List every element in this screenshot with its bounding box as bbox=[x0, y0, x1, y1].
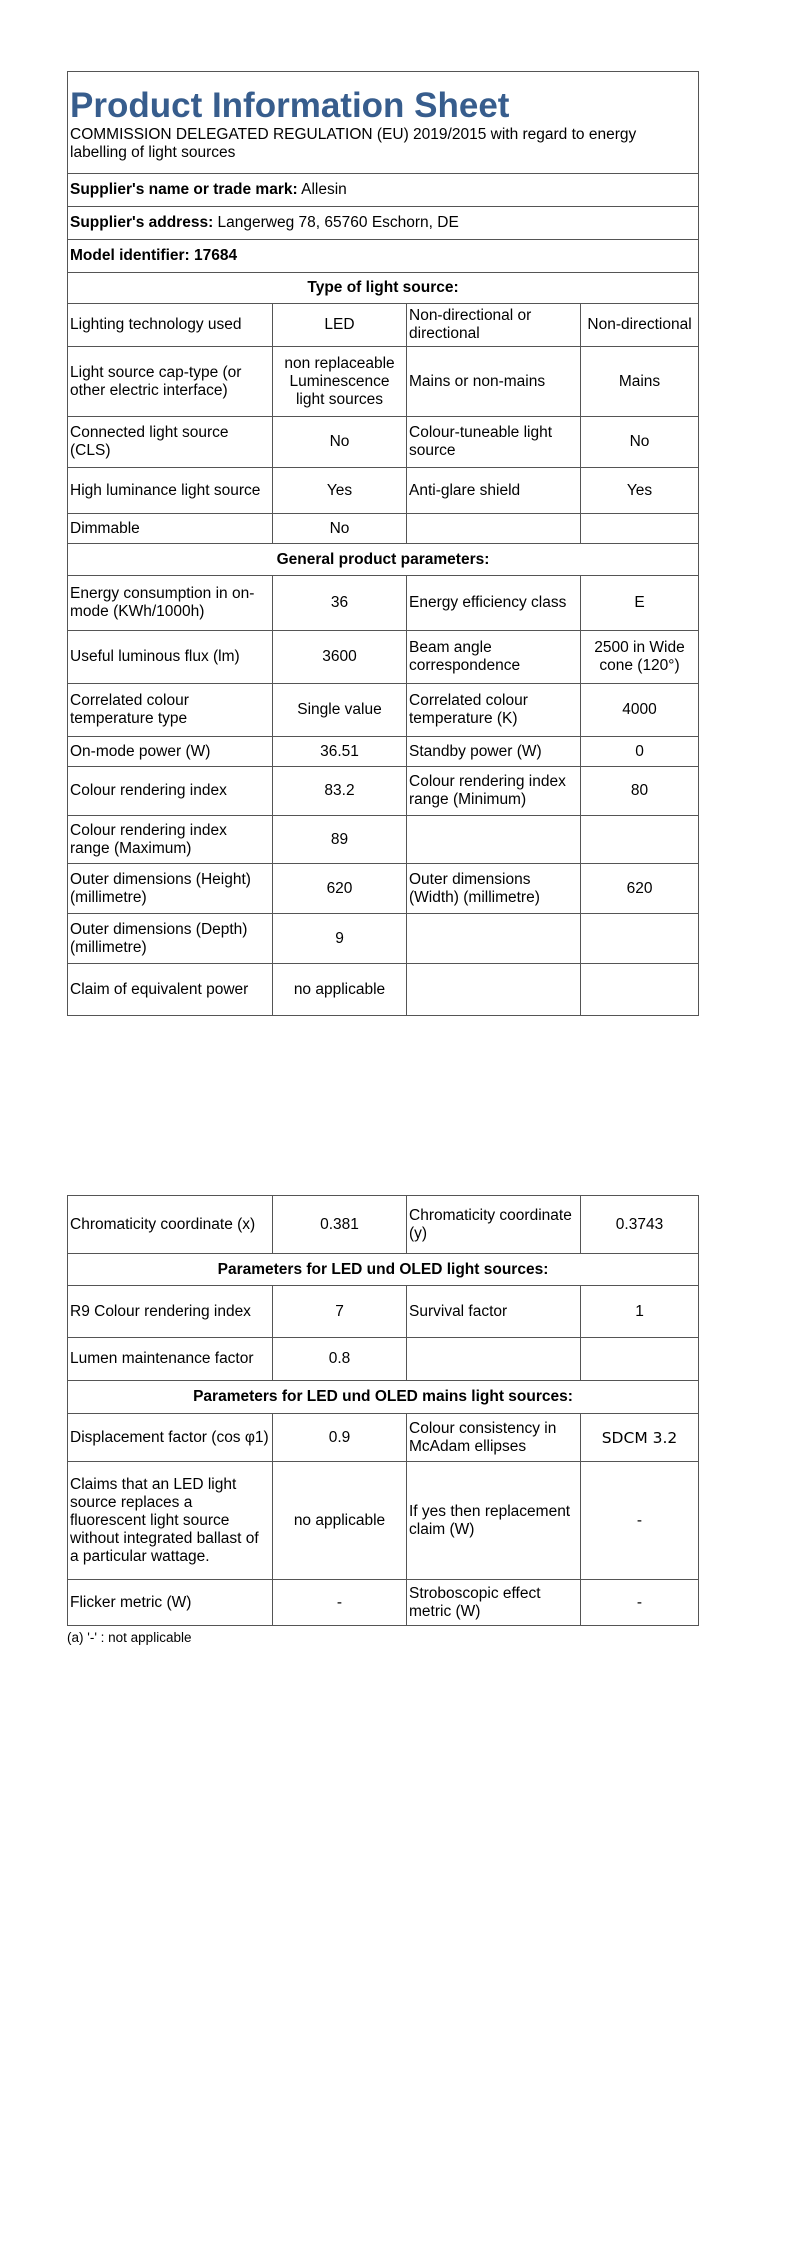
row-value: 36.51 bbox=[273, 737, 407, 767]
section-general-title: General product parameters: bbox=[68, 544, 699, 576]
row-label: Survival factor bbox=[407, 1286, 581, 1338]
row-label: Standby power (W) bbox=[407, 737, 581, 767]
row-value: Non-directional bbox=[581, 304, 699, 347]
row-label: Lumen maintenance factor bbox=[68, 1338, 273, 1381]
table-row bbox=[68, 1196, 699, 1254]
section-header bbox=[68, 1381, 699, 1414]
row-value: 83.2 bbox=[273, 767, 407, 816]
footnote: (a) '-' : not applicable bbox=[67, 1630, 192, 1645]
row-label: On-mode power (W) bbox=[68, 737, 273, 767]
table-row bbox=[68, 767, 699, 816]
row-value: 9 bbox=[273, 914, 407, 964]
row-value: Mains bbox=[581, 347, 699, 417]
row-value: no applicable bbox=[273, 964, 407, 1016]
row-label: Colour-tuneable light source bbox=[407, 417, 581, 468]
row-value: 36 bbox=[273, 576, 407, 631]
row-label: Flicker metric (W) bbox=[68, 1580, 273, 1626]
table-row bbox=[68, 347, 699, 417]
table-row bbox=[68, 1286, 699, 1338]
supplier-address-row bbox=[68, 207, 699, 240]
row-label: Light source cap-type (or other electric interface) bbox=[68, 347, 273, 417]
row-label: Outer dimensions (Depth) (millimetre) bbox=[68, 914, 273, 964]
row-value: 89 bbox=[273, 816, 407, 864]
table-row bbox=[68, 514, 699, 544]
row-value: - bbox=[581, 1462, 699, 1580]
row-label: Chromaticity coordinate (x) bbox=[68, 1196, 273, 1254]
row-value: Yes bbox=[581, 468, 699, 514]
row-value bbox=[581, 816, 699, 864]
title-row bbox=[68, 72, 699, 174]
row-label: Energy efficiency class bbox=[407, 576, 581, 631]
supplier-address-value: Langerweg 78, 65760 Eschorn, DE bbox=[217, 214, 459, 231]
row-value: 0.9 bbox=[273, 1414, 407, 1462]
section-header bbox=[68, 1254, 699, 1286]
row-value: SDCM 3.2 bbox=[581, 1414, 699, 1462]
row-value: 620 bbox=[581, 864, 699, 914]
row-label: Outer dimensions (Width) (millimetre) bbox=[407, 864, 581, 914]
table-row bbox=[68, 1462, 699, 1580]
table-row bbox=[68, 1338, 699, 1381]
row-value: - bbox=[273, 1580, 407, 1626]
section-led-title: Parameters for LED und OLED light sources: bbox=[68, 1254, 699, 1286]
table-row bbox=[68, 631, 699, 684]
row-value: 0.3743 bbox=[581, 1196, 699, 1254]
regulation-text: COMMISSION DELEGATED REGULATION (EU) 2019/2015 with regard to energy labelling of light sources bbox=[70, 126, 637, 161]
row-value: Yes bbox=[273, 468, 407, 514]
section-header bbox=[68, 544, 699, 576]
row-value: 0 bbox=[581, 737, 699, 767]
row-label: Non-directional or directional bbox=[407, 304, 581, 347]
row-label: Colour rendering index range (Maximum) bbox=[68, 816, 273, 864]
row-value: 0.381 bbox=[273, 1196, 407, 1254]
row-value: Single value bbox=[273, 684, 407, 737]
row-value: No bbox=[273, 514, 407, 544]
table-row bbox=[68, 417, 699, 468]
row-label: Correlated colour temperature type bbox=[68, 684, 273, 737]
table-row bbox=[68, 576, 699, 631]
section-led-mains-title: Parameters for LED und OLED mains light sources: bbox=[68, 1381, 699, 1414]
row-value: - bbox=[581, 1580, 699, 1626]
row-label: Colour rendering index bbox=[68, 767, 273, 816]
row-label bbox=[407, 1338, 581, 1381]
row-value: 4000 bbox=[581, 684, 699, 737]
supplier-name-label: Supplier's name or trade mark: bbox=[70, 181, 298, 198]
table-row bbox=[68, 737, 699, 767]
row-value: 1 bbox=[581, 1286, 699, 1338]
row-value: E bbox=[581, 576, 699, 631]
product-info-table bbox=[67, 71, 699, 1016]
table-row bbox=[68, 816, 699, 864]
row-value bbox=[581, 964, 699, 1016]
supplier-name-row bbox=[68, 174, 699, 207]
row-label: Correlated colour temperature (K) bbox=[407, 684, 581, 737]
table-row bbox=[68, 964, 699, 1016]
row-label: R9 Colour rendering index bbox=[68, 1286, 273, 1338]
row-label: Colour rendering index range (Minimum) bbox=[407, 767, 581, 816]
row-value: no applicable bbox=[273, 1462, 407, 1580]
row-value: 7 bbox=[273, 1286, 407, 1338]
model-row bbox=[68, 240, 699, 273]
row-value bbox=[581, 1338, 699, 1381]
table-row bbox=[68, 914, 699, 964]
row-value: 3600 bbox=[273, 631, 407, 684]
row-value: No bbox=[581, 417, 699, 468]
row-label bbox=[407, 816, 581, 864]
row-label: Chromaticity coordinate (y) bbox=[407, 1196, 581, 1254]
row-label: Connected light source (CLS) bbox=[68, 417, 273, 468]
row-label bbox=[407, 964, 581, 1016]
row-label: Stroboscopic effect metric (W) bbox=[407, 1580, 581, 1626]
led-parameters-table bbox=[67, 1195, 699, 1626]
row-label bbox=[407, 914, 581, 964]
row-label: Dimmable bbox=[68, 514, 273, 544]
row-label: Displacement factor (cos φ1) bbox=[68, 1414, 273, 1462]
row-label: If yes then replacement claim (W) bbox=[407, 1462, 581, 1580]
row-value: 0.8 bbox=[273, 1338, 407, 1381]
page-title: Product Information Sheet bbox=[70, 86, 510, 125]
row-label: High luminance light source bbox=[68, 468, 273, 514]
section-header bbox=[68, 273, 699, 304]
table-row bbox=[68, 304, 699, 347]
row-value bbox=[581, 914, 699, 964]
row-label: Outer dimensions (Height) (millimetre) bbox=[68, 864, 273, 914]
row-value: LED bbox=[273, 304, 407, 347]
row-label: Claim of equivalent power bbox=[68, 964, 273, 1016]
table-row bbox=[68, 468, 699, 514]
section-type-title: Type of light source: bbox=[68, 273, 699, 304]
table-row bbox=[68, 1580, 699, 1626]
row-value bbox=[581, 514, 699, 544]
table-row bbox=[68, 684, 699, 737]
supplier-name-value: Allesin bbox=[301, 181, 347, 198]
row-value: 2500 in Wide cone (120°) bbox=[581, 631, 699, 684]
row-label: Beam angle correspondence bbox=[407, 631, 581, 684]
row-label: Mains or non-mains bbox=[407, 347, 581, 417]
table-row bbox=[68, 1414, 699, 1462]
row-label: Claims that an LED light source replaces a fluorescent light source without integrated ballast of a particular wattage. bbox=[68, 1462, 273, 1580]
supplier-address-label: Supplier's address: bbox=[70, 214, 214, 231]
row-label: Useful luminous flux (lm) bbox=[68, 631, 273, 684]
row-label: Colour consistency in McAdam ellipses bbox=[407, 1414, 581, 1462]
row-label: Lighting technology used bbox=[68, 304, 273, 347]
row-value: No bbox=[273, 417, 407, 468]
row-value: 620 bbox=[273, 864, 407, 914]
model-label: Model identifier: bbox=[70, 247, 190, 264]
row-value: 80 bbox=[581, 767, 699, 816]
row-label bbox=[407, 514, 581, 544]
row-label: Energy consumption in on-mode (KWh/1000h) bbox=[68, 576, 273, 631]
table-row bbox=[68, 864, 699, 914]
model-value: 17684 bbox=[194, 247, 238, 264]
row-value: non replaceable Luminescence light sources bbox=[273, 347, 407, 417]
row-label: Anti-glare shield bbox=[407, 468, 581, 514]
